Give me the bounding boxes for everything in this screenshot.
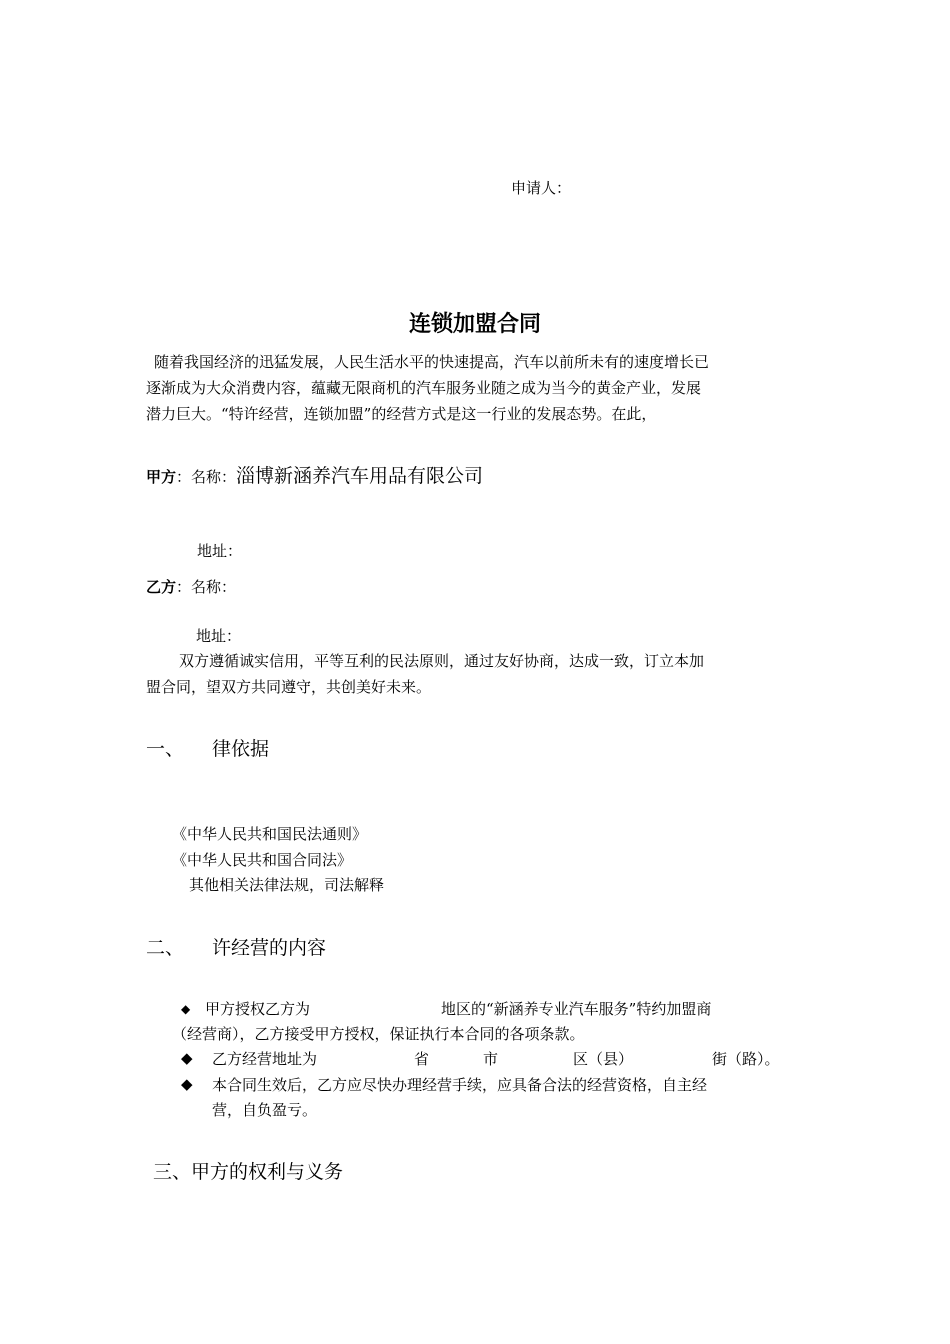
party-b-label: 乙方 bbox=[146, 578, 177, 596]
section-1-number: 一、 bbox=[146, 738, 185, 760]
bullet-2-district: 区（县） bbox=[573, 1050, 634, 1068]
section-1-heading: 律依据 bbox=[212, 738, 270, 760]
party-b-name-row bbox=[146, 577, 236, 597]
bullet-2-city: 市 bbox=[483, 1050, 499, 1068]
party-b-address-label: 地址： bbox=[196, 627, 242, 645]
intro-line: 潜力巨大。“特许经营，连锁加盟”的经营方式是这一行业的发展态势。在此， bbox=[146, 405, 657, 423]
diamond-bullet-icon: ◆ bbox=[181, 1075, 193, 1093]
contract-title: 连锁加盟合同 bbox=[408, 312, 541, 337]
section-2-number: 二、 bbox=[146, 937, 185, 959]
agreement-line: 双方遵循诚实信用，平等互利的民法原则，通过友好协商，达成一致，订立本加 bbox=[179, 652, 705, 670]
section-2-heading: 许经营的内容 bbox=[212, 937, 327, 959]
law-item: 《中华人民共和国民法通则》 bbox=[172, 825, 368, 843]
section-3-heading: 三、甲方的权利与义务 bbox=[153, 1161, 344, 1183]
agreement-line: 盟合同，望双方共同遵守，共创美好未来。 bbox=[146, 678, 432, 696]
bullet-3-line: 营，自负盈亏。 bbox=[212, 1101, 318, 1119]
law-item: 其他相关法律法规，司法解释 bbox=[189, 876, 385, 894]
bullet-1-text-a: 甲方授权乙方为 bbox=[205, 1000, 311, 1018]
party-a-name-value: 淄博新涵养汽车用品有限公司 bbox=[236, 465, 484, 487]
party-a-address-label: 地址： bbox=[197, 542, 243, 560]
party-a-name-label: ：名称： bbox=[176, 468, 237, 486]
intro-line: 逐渐成为大众消费内容，蕴藏无限商机的汽车服务业随之成为当今的黄金产业，发展 bbox=[146, 379, 702, 397]
bullet-2-province: 省 bbox=[414, 1050, 430, 1068]
bullet-1-text-b: 地区的“新涵养专业汽车服务”特约加盟商 bbox=[441, 1000, 712, 1018]
diamond-bullet-icon: ◆ bbox=[181, 1002, 191, 1016]
party-a-label: 甲方 bbox=[146, 468, 177, 486]
bullet-2-text-a: 乙方经营地址为 bbox=[212, 1050, 318, 1068]
applicant-label: 申请人： bbox=[511, 179, 572, 197]
party-a-name-row bbox=[146, 464, 483, 488]
bullet-3-line: 本合同生效后，乙方应尽快办理经营手续，应具备合法的经营资格，自主经 bbox=[212, 1076, 708, 1094]
law-item: 《中华人民共和国合同法》 bbox=[172, 851, 353, 869]
intro-line: 随着我国经济的迅猛发展，人民生活水平的快速提高，汽车以前所未有的速度增长已 bbox=[154, 353, 710, 371]
party-b-name-label: ：名称： bbox=[176, 578, 237, 596]
bullet-1-text-c: （经营商），乙方接受甲方授权，保证执行本合同的各项条款。 bbox=[172, 1025, 585, 1043]
diamond-bullet-icon: ◆ bbox=[181, 1049, 193, 1067]
bullet-2-street: 街（路）。 bbox=[712, 1050, 780, 1068]
